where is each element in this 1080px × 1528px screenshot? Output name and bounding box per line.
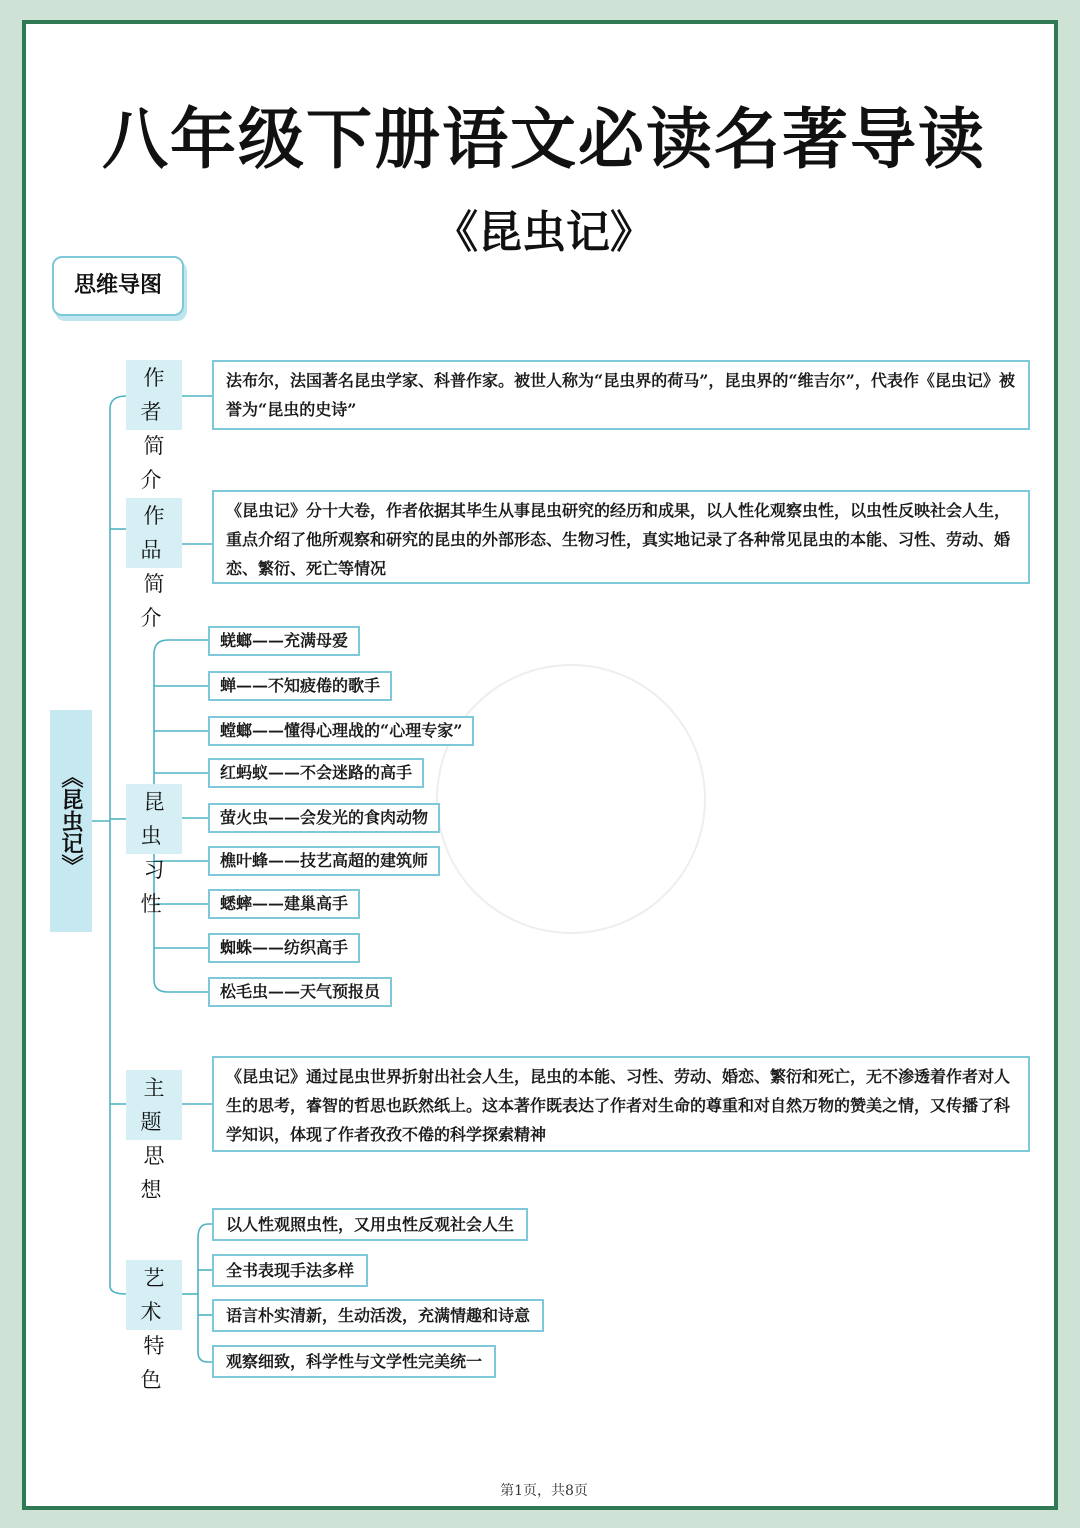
- category-label: 特色: [140, 1334, 171, 1392]
- mindmap-root: 《昆虫记》: [50, 710, 92, 932]
- category-label: 作者: [140, 366, 171, 424]
- habit-item: 蝉——不知疲倦的歌手: [208, 671, 392, 701]
- habit-item: 蜣螂——充满母爱: [208, 626, 360, 656]
- art-item: 以人性观照虫性，又用虫性反观社会人生: [212, 1208, 528, 1241]
- mindmap-tag: 思维导图: [52, 256, 184, 316]
- habit-item: 松毛虫——天气预报员: [208, 977, 392, 1007]
- habit-item: 樵叶蜂——技艺高超的建筑师: [208, 846, 440, 876]
- category-label: 作品: [140, 504, 171, 562]
- category-author: [126, 360, 182, 492]
- category-label: 艺术: [140, 1266, 171, 1324]
- category-label: 简介: [140, 572, 171, 630]
- book-title: 《昆虫记》: [434, 207, 654, 258]
- watermark-seal: [436, 664, 706, 934]
- habit-item: 萤火虫——会发光的食肉动物: [208, 803, 440, 833]
- habit-item: 红蚂蚁——不会迷路的高手: [208, 758, 424, 788]
- habit-item: 螳螂——懂得心理战的“心理专家”: [208, 716, 474, 746]
- category-art: [126, 1260, 182, 1392]
- category-label: 昆虫: [140, 790, 171, 848]
- work-description: 《昆虫记》分十大卷，作者依据其毕生从事昆虫研究的经历和成果，以人性化观察虫性，以虫性反映社会人生，重点介绍了他所观察和研究的昆虫的外部形态、生物习性，真实地记录了各种常见昆虫的本能、习性、劳动、婚恋、繁衍、死亡等情况: [212, 490, 1030, 584]
- category-work: [126, 498, 182, 630]
- habit-item: 蜘蛛——纺织高手: [208, 933, 360, 963]
- category-label: 习性: [140, 858, 171, 916]
- category-habits: [126, 784, 182, 916]
- page-number: 第1页，共8页: [500, 1483, 588, 1499]
- category-label: 简介: [140, 434, 171, 492]
- category-theme: [126, 1070, 182, 1202]
- category-label: 思想: [140, 1144, 171, 1202]
- document-page: [22, 20, 1058, 1510]
- theme-description: 《昆虫记》通过昆虫世界折射出社会人生，昆虫的本能、习性、劳动、婚恋、繁衍和死亡，无不渗透着作者对人生的思考，睿智的哲思也跃然纸上。这本著作既表达了作者对生命的尊重和对自然万物的赞美之情，又传播了科学知识，体现了作者孜孜不倦的科学探索精神: [212, 1056, 1030, 1152]
- art-item: 全书表现手法多样: [212, 1254, 368, 1287]
- art-item: 语言朴实清新，生动活泼，充满情趣和诗意: [212, 1299, 544, 1332]
- category-label: 主题: [140, 1076, 171, 1134]
- art-item: 观察细致，科学性与文学性完美统一: [212, 1345, 496, 1378]
- habit-item: 蟋蟀——建巢高手: [208, 889, 360, 919]
- author-description: 法布尔，法国著名昆虫学家、科普作家。被世人称为“昆虫界的荷马”，昆虫界的“维吉尔”，代表作《昆虫记》被誉为“昆虫的史诗”: [212, 360, 1030, 430]
- page-title: 八年级下册语文必读名著导读: [102, 101, 986, 178]
